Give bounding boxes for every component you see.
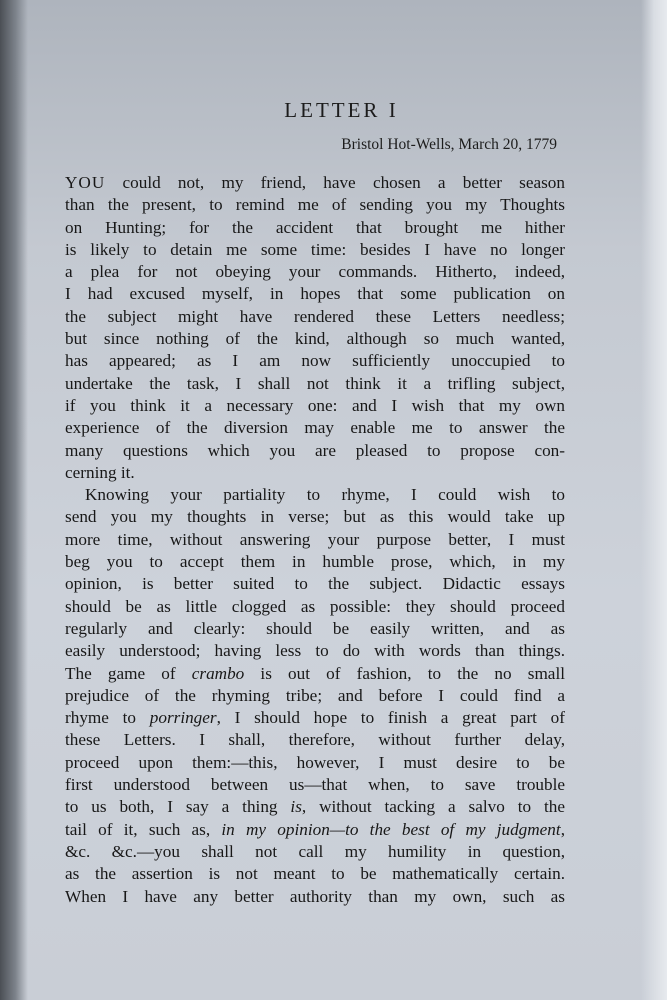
- text-span: cerning it.: [65, 462, 135, 482]
- text-line: [65, 663, 565, 685]
- text-line: [65, 596, 565, 618]
- text-line: [65, 283, 565, 305]
- paragraph: [65, 484, 565, 908]
- text-span: as the assertion is not meant to be mathematically certain.: [65, 864, 565, 884]
- text-span: to us both, I say a thing: [65, 797, 291, 817]
- text-line: [65, 239, 565, 261]
- text-span: could not, my friend, have chosen a better season: [105, 173, 565, 192]
- text-span: has appeared; as I am now sufficiently unoccupied to: [65, 351, 565, 371]
- text-line: [65, 841, 565, 863]
- text-span: opinion, is better suited to the subject. Didactic essays: [65, 574, 565, 594]
- text-line: [65, 774, 565, 796]
- text-span: regularly and clearly: should be easily written, and as: [65, 618, 565, 638]
- text-span: easily understood; having less to do with words than things.: [65, 641, 565, 661]
- text-span: send you my thoughts in verse; but as this would take up: [65, 507, 565, 527]
- text-line: [65, 506, 565, 528]
- text-span: more time, without answering your purpose better, I must: [65, 529, 565, 549]
- text-span: tail of it, such as,: [65, 819, 222, 839]
- italic-text: crambo: [191, 663, 245, 683]
- text-line: [65, 886, 565, 908]
- text-line: [65, 573, 565, 595]
- text-line: [65, 328, 565, 350]
- text-span: experience of the diversion may enable me to answer the: [65, 418, 565, 438]
- text-span: these Letters. I shall, therefore, without further delay,: [65, 730, 565, 750]
- text-line: [65, 752, 565, 774]
- letter-dateline: Bristol Hot-Wells, March 20, 1779: [341, 136, 557, 153]
- page-edge: [641, 0, 667, 1000]
- text-span: the subject might have rendered these Letters needless;: [65, 306, 565, 326]
- text-span: , without tacking a salvo to the: [301, 797, 565, 817]
- text-line: [65, 440, 565, 462]
- binding-shadow: [0, 0, 28, 1000]
- text-line: [65, 373, 565, 395]
- text-span: is out of fashion, to the no small: [244, 663, 565, 683]
- text-span: many questions which you are pleased to propose con-: [65, 440, 565, 460]
- text-span: than the present, to remind me of sending you my Thoughts: [65, 195, 565, 215]
- text-span: beg you to accept them in humble prose, which, in my: [65, 552, 565, 572]
- text-line: [65, 707, 565, 729]
- text-span: , I should hope to finish a great part of: [216, 708, 565, 728]
- text-line: [65, 685, 565, 707]
- text-span: rhyme to: [65, 708, 150, 728]
- text-span: The game of: [65, 663, 192, 683]
- text-span: prejudice of the rhyming tribe; and before I could find a: [65, 685, 565, 705]
- text-line: [65, 217, 565, 239]
- text-span: should be as little clogged as possible: they should proceed: [65, 596, 565, 616]
- text-line: [65, 551, 565, 573]
- text-line: [65, 863, 565, 885]
- text-line: [65, 529, 565, 551]
- text-span: When I have any better authority than my own, such as: [65, 886, 565, 906]
- text-span: I had excused myself, in hopes that some publication on: [65, 284, 565, 304]
- text-line: [65, 819, 565, 841]
- text-line: [65, 462, 565, 484]
- italic-text: porringer: [149, 708, 217, 728]
- text-span: Knowing your partiality to rhyme, I could wish to: [85, 485, 565, 505]
- text-span: on Hunting; for the accident that brought me hither: [65, 217, 565, 237]
- text-line: [65, 417, 565, 439]
- text-line: [65, 350, 565, 372]
- text-span: first understood between us—that when, to save trouble: [65, 775, 565, 795]
- letter-body: [65, 172, 565, 908]
- text-line: [65, 640, 565, 662]
- italic-text: is: [290, 797, 302, 817]
- text-line: [65, 618, 565, 640]
- text-line: [65, 796, 565, 818]
- text-line: [65, 172, 565, 194]
- text-line: [65, 194, 565, 216]
- text-line: [65, 729, 565, 751]
- text-span: is likely to detain me some time: besides I have no longer: [65, 239, 565, 259]
- text-span: a plea for not obeying your commands. Hitherto, indeed,: [65, 262, 565, 282]
- text-span: ,: [560, 819, 565, 839]
- text-line: [65, 306, 565, 328]
- text-line: [65, 395, 565, 417]
- text-span: if you think it a necessary one: and I wish that my own: [65, 395, 565, 415]
- small-caps-text: YOU: [65, 173, 106, 192]
- text-span: proceed upon them:—this, however, I must desire to be: [65, 752, 565, 772]
- text-span: &c. &c.—you shall not call my humility in question,: [65, 841, 565, 861]
- text-span: but since nothing of the kind, although so much wanted,: [65, 329, 565, 349]
- letter-heading: LETTER I: [284, 98, 399, 122]
- paragraph: [65, 172, 565, 484]
- italic-text: in my opinion—to the best of my judgment: [221, 819, 561, 839]
- text-line: [65, 484, 565, 506]
- text-line: [65, 261, 565, 283]
- text-span: undertake the task, I shall not think it a trifling subject,: [65, 373, 565, 393]
